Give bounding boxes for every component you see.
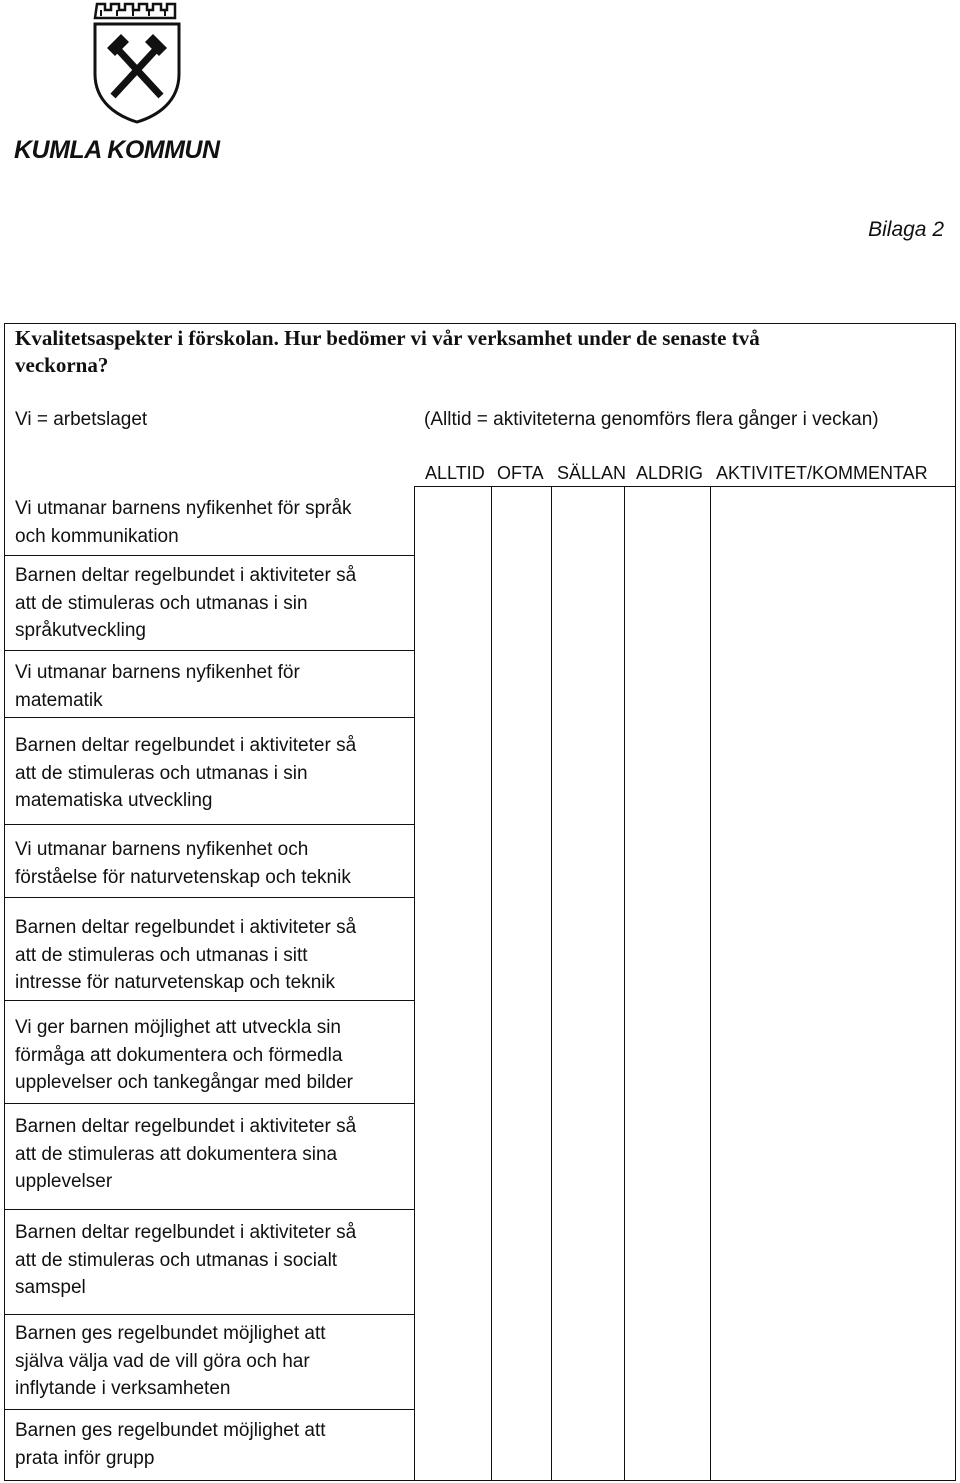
- logo-text: KUMLA KOMMUN: [14, 136, 220, 164]
- table-row: Vi ger barnen möjlighet att utveckla sin förmåga att dokumentera och förmedla upplevelser och tankegångar med bilder: [15, 1017, 353, 1093]
- table-row: Vi utmanar barnens nyfikenhet och förståelse för naturvetenskap och teknik: [15, 839, 351, 888]
- page-label: Bilaga 2: [868, 218, 944, 241]
- table-row: Barnen ges regelbundet möjlighet att själva välja vad de vill göra och har inflytande i verksamheten: [15, 1323, 326, 1399]
- table-row: Barnen ges regelbundet möjlighet att prata inför grupp: [15, 1420, 326, 1469]
- table-row: Vi utmanar barnens nyfikenhet för språk och kommunikation: [15, 498, 352, 547]
- table-row: Barnen deltar regelbundet i aktiviteter så att de stimuleras att dokumentera sina upplevelser: [15, 1116, 357, 1192]
- table-row: Barnen deltar regelbundet i aktiviteter så att de stimuleras och utmanas i sitt intresse för naturvetenskap och teknik: [15, 917, 357, 993]
- column-header-ofta: OFTA: [497, 463, 544, 483]
- column-header-aldrig: ALDRIG: [636, 463, 704, 483]
- table-row: Vi utmanar barnens nyfikenhet för matematik: [15, 662, 300, 711]
- table-row: Barnen deltar regelbundet i aktiviteter så att de stimuleras och utmanas i socialt samspel: [15, 1222, 357, 1298]
- column-header-alltid: ALLTID: [425, 463, 485, 483]
- title-line-2: veckorna?: [15, 353, 109, 377]
- intro-left: Vi = arbetslaget: [15, 409, 148, 430]
- column-header-sallan: SÄLLAN: [557, 463, 627, 483]
- kumla-kommun-logo: [14, 0, 254, 170]
- table-row: Barnen deltar regelbundet i aktiviteter så att de stimuleras och utmanas i sin språkutveckling: [15, 565, 357, 641]
- column-header-aktivitet-kommentar: AKTIVITET/KOMMENTAR: [716, 463, 928, 483]
- intro-right: (Alltid = aktiviteterna genomförs flera gånger i veckan): [424, 409, 879, 430]
- table-row: Barnen deltar regelbundet i aktiviteter så att de stimuleras och utmanas i sin matematiska utveckling: [15, 735, 357, 811]
- page-title: [15, 325, 915, 379]
- municipal-crest-icon: [89, 0, 185, 125]
- title-line-1: Kvalitetsaspekter i förskolan. Hur bedömer vi vår verksamhet under de senaste två: [15, 326, 760, 350]
